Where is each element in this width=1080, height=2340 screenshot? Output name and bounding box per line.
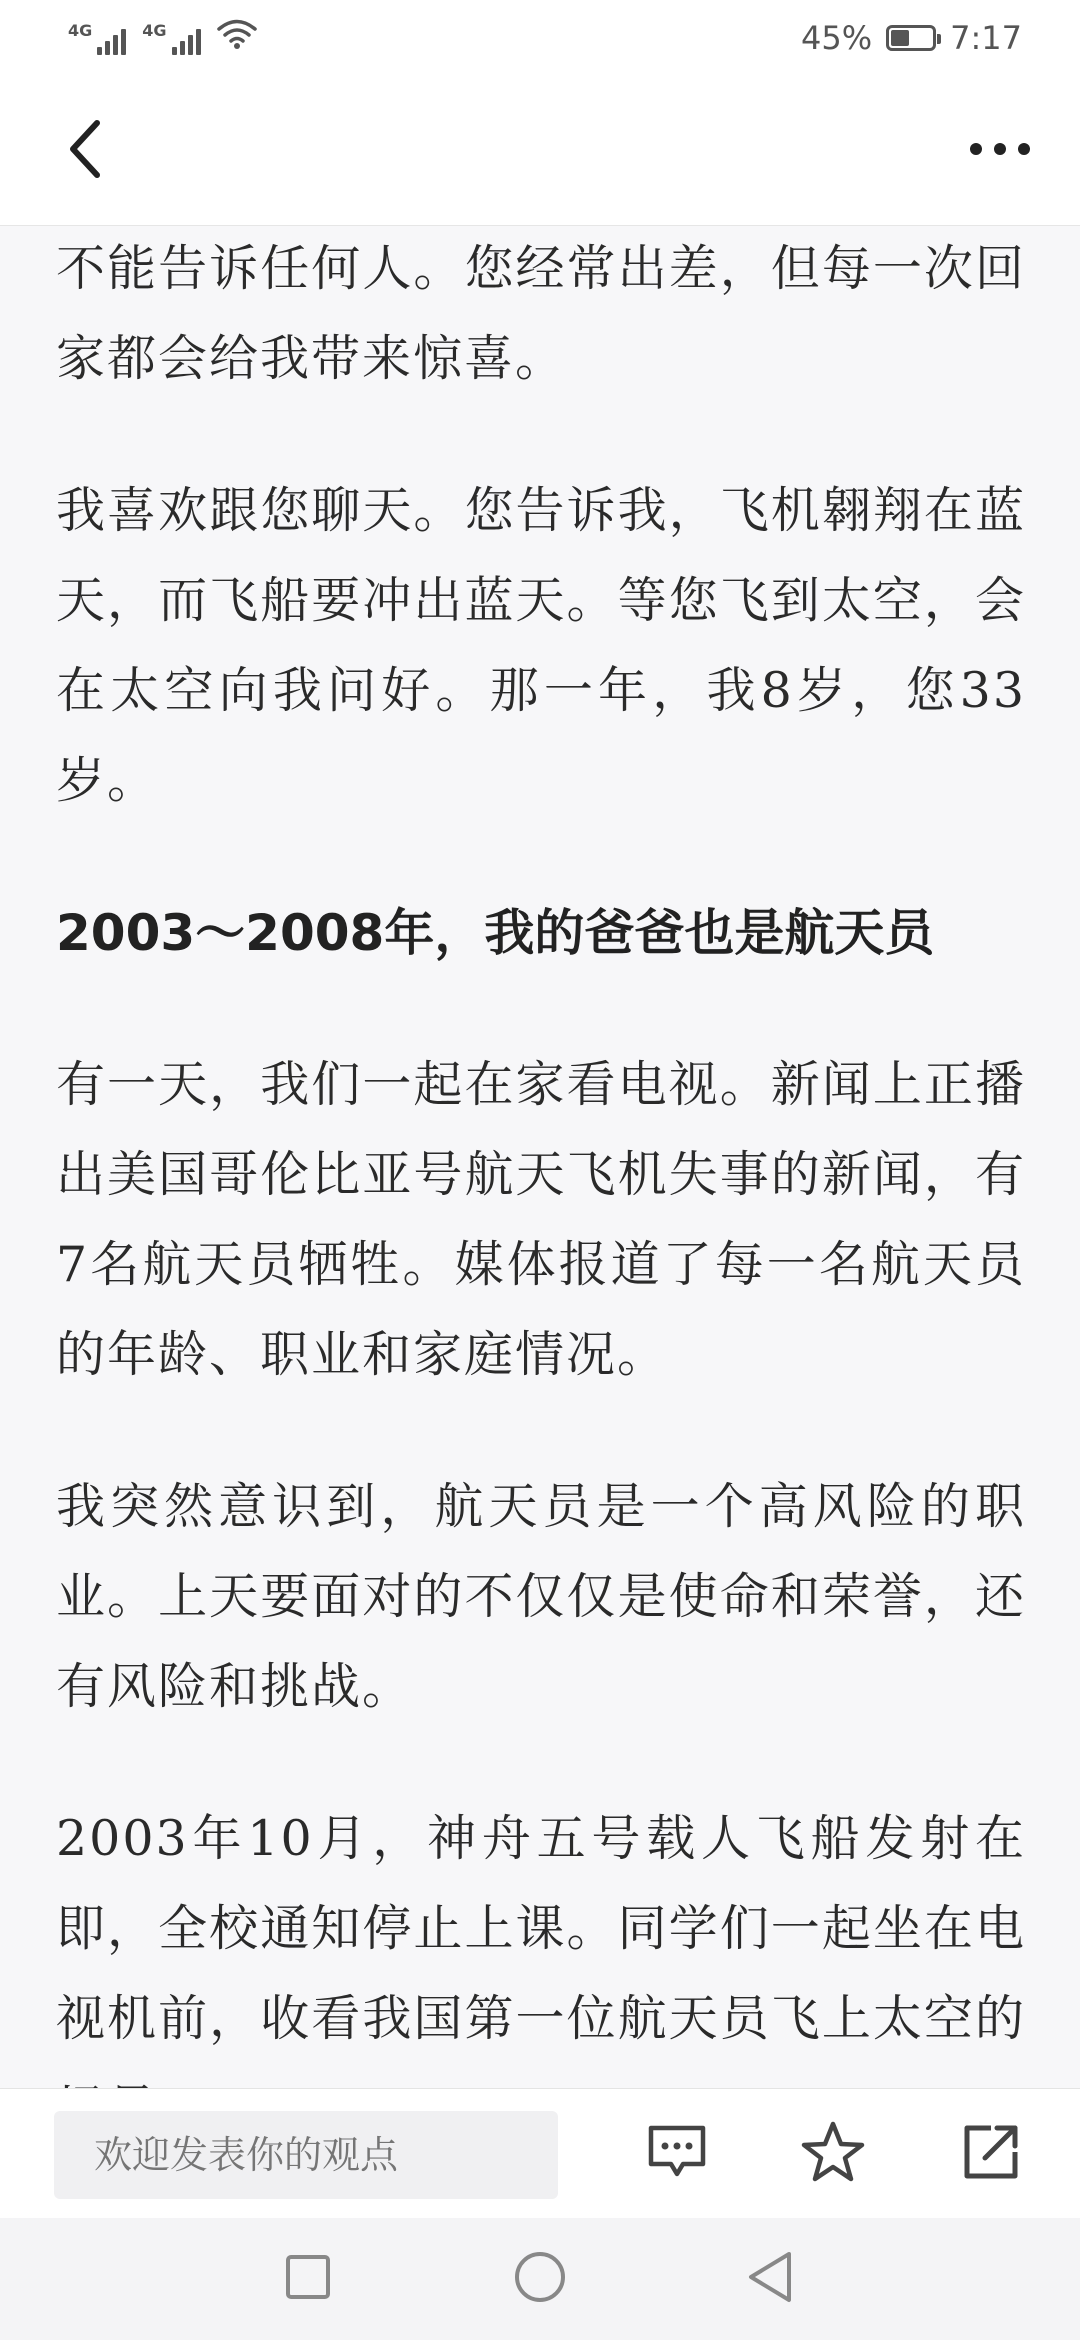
article-content <box>0 224 1080 2154</box>
status-left <box>68 18 257 58</box>
sim1-label: 4G <box>68 21 93 40</box>
recent-apps-button[interactable] <box>277 2248 339 2310</box>
back-button[interactable] <box>50 116 120 186</box>
status-right <box>801 19 1022 57</box>
more-horizontal-icon <box>968 141 1032 161</box>
battery-percent: 45% <box>801 19 873 57</box>
comment-icon <box>645 2122 709 2186</box>
section-heading: 2003～2008年，我的爸爸也是航天员 <box>56 904 935 962</box>
article-header <box>0 76 1080 226</box>
comment-bar <box>0 2088 1080 2218</box>
article-paragraph: 2003年10月，神舟五号载人飞船发射在即，全校通知停止上课。同学们一起坐在电视机前，收看我国第一位航天员飞上太空的 <box>56 1810 1026 2047</box>
comment-input[interactable] <box>54 2111 558 2199</box>
home-button[interactable] <box>509 2248 571 2310</box>
share-icon <box>961 2122 1021 2186</box>
system-nav-bar <box>0 2218 1080 2340</box>
status-bar <box>0 0 1080 76</box>
chevron-left-icon <box>65 117 105 185</box>
comment-button[interactable] <box>642 2119 712 2189</box>
more-button[interactable] <box>960 116 1040 186</box>
article-paragraph: 有一天，我们一起在家看电视。新闻上正播出美国哥伦比亚号航天飞机失事的新闻，有7名航天员牺牲。媒体报道了每一名航天员的年龄、职业和家庭情况。 <box>56 1056 1026 1383</box>
signal-icon <box>142 21 200 55</box>
signal-icon <box>68 21 126 55</box>
nav-back-button[interactable] <box>739 2248 801 2310</box>
share-button[interactable] <box>956 2119 1026 2189</box>
sim2-label: 4G <box>142 21 167 40</box>
article-body[interactable] <box>0 226 1080 2088</box>
wifi-icon <box>217 18 257 58</box>
recent-apps-icon <box>284 2253 332 2305</box>
clock: 7:17 <box>950 19 1022 57</box>
star-icon <box>800 2120 866 2188</box>
article-paragraph: 我喜欢跟您聊天。您告诉我，飞机翱翔在蓝天，而飞船要冲出蓝天。等您飞到太空，会在太空向我问好。那一年，我8岁，您33岁。 <box>56 482 1026 809</box>
article-paragraph: 不能告诉任何人。您经常出差，但每一次回家都会给我带来惊喜。 <box>56 240 1026 387</box>
battery-icon <box>886 25 936 51</box>
favorite-button[interactable] <box>798 2119 868 2189</box>
home-icon <box>513 2250 567 2308</box>
back-triangle-icon <box>745 2250 795 2308</box>
article-paragraph: 我突然意识到，航天员是一个高风险的职业。上天要面对的不仅仅是使命和荣誉，还有风险和挑战。 <box>56 1478 1026 1715</box>
